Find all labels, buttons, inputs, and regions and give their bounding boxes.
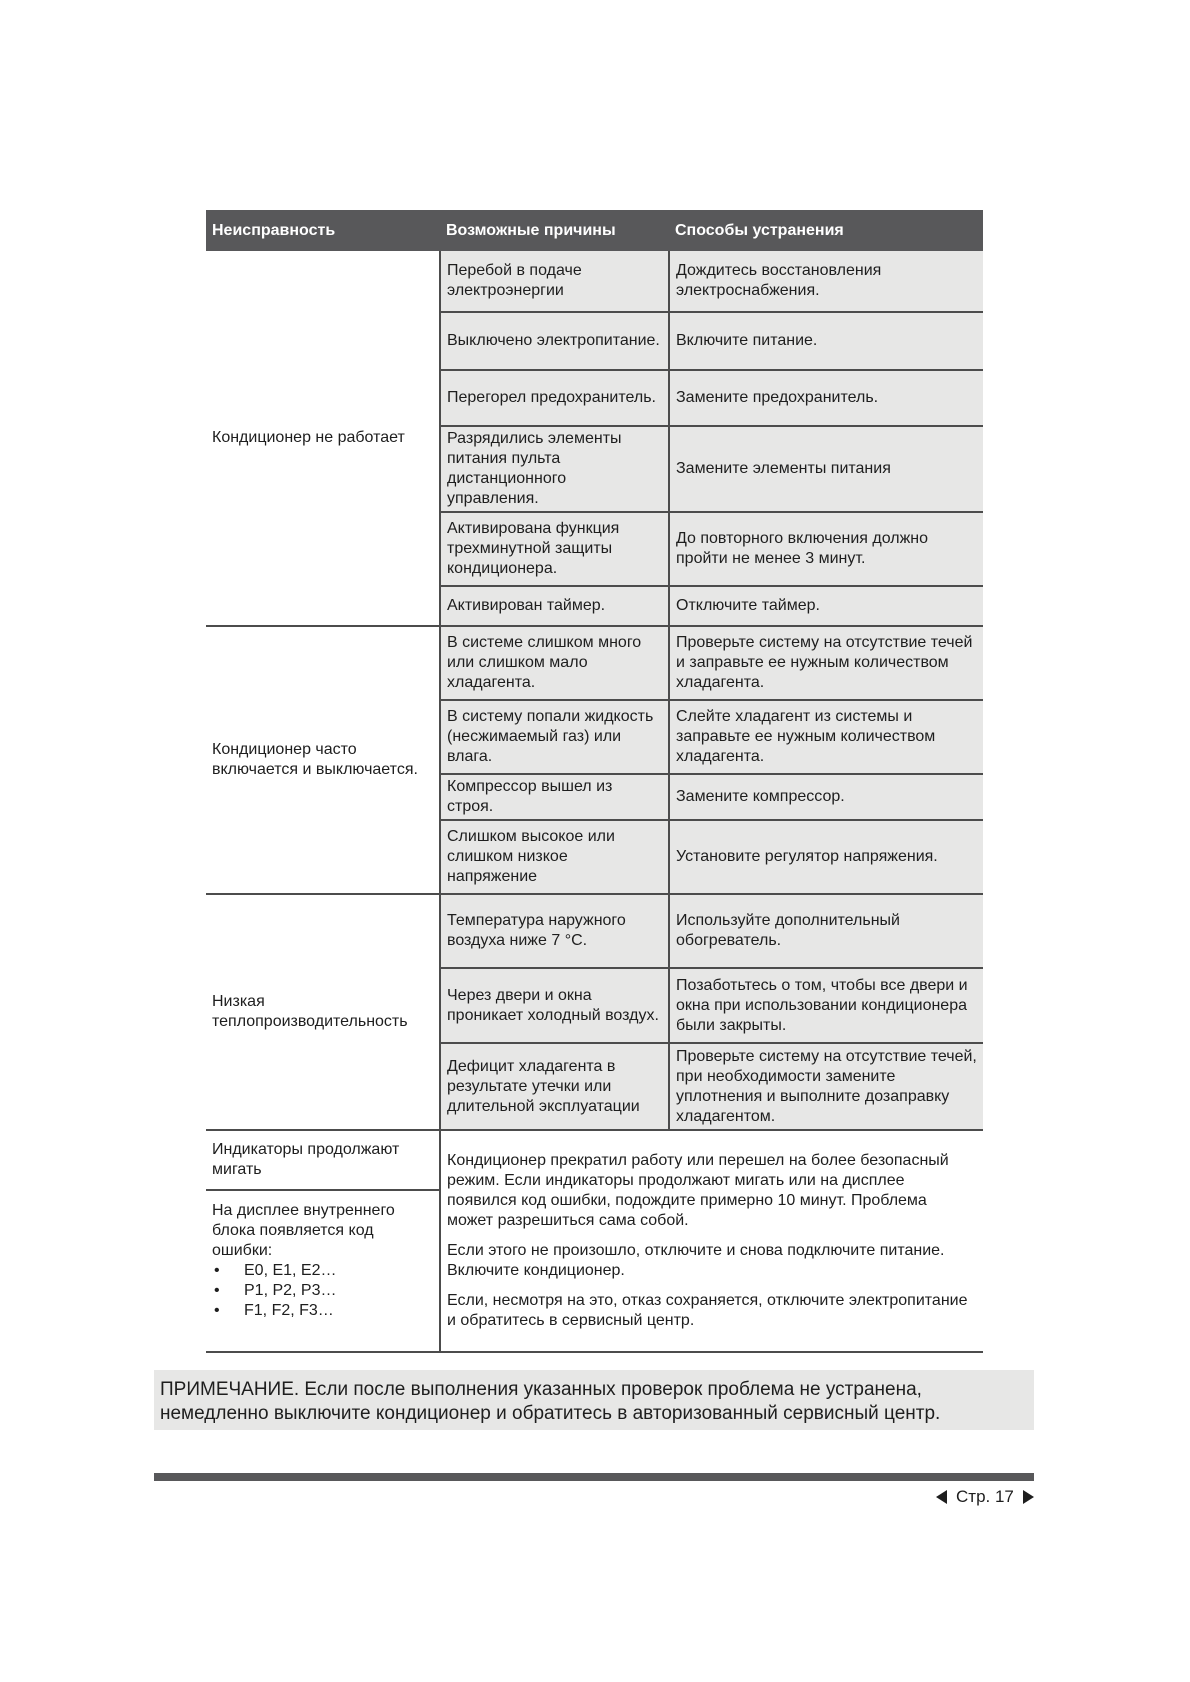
remedy-cell: Дождитесь восстановления электроснабжения. — [669, 251, 983, 312]
error-code-item: • E0, E1, E2… — [212, 1261, 433, 1281]
remedy-cell: Проверьте систему на отсутствие течей и заправьте ее нужным количеством хладагента. — [669, 626, 983, 700]
fault-cell: Низкая теплопроизводительность — [206, 894, 440, 1130]
fault-cell-indicators: Индикаторы продолжают мигать — [206, 1130, 440, 1190]
remedy-cell: Проверьте систему на отсутствие течей, при необходимости замените уплотнения и выполните дозаправку хладагентом. — [669, 1043, 983, 1130]
table-row — [206, 251, 983, 312]
fault-cell-error-codes — [206, 1190, 440, 1352]
remedy-paragraph: Кондиционер прекратил работу или перешел на более безопасный режим. Если индикаторы продолжают мигать или на дисплее появился код ошибки, подождите примерно 10 минут. Проблема может разрешиться сама собой. — [447, 1152, 949, 1229]
table-row — [206, 894, 983, 968]
remedy-cell: Отключите таймер. — [669, 586, 983, 626]
cause-cell: Компрессор вышел из строя. — [440, 774, 669, 820]
cause-cell: Перегорел предохранитель. — [440, 370, 669, 426]
cause-cell: В системе слишком много или слишком мало хладагента. — [440, 626, 669, 700]
remedy-cell: Установите регулятор напряжения. — [669, 820, 983, 894]
remedy-cell: Позаботьтесь о том, чтобы все двери и окна при использовании кондиционера были закрыты. — [669, 968, 983, 1043]
cause-cell: Через двери и окна проникает холодный воздух. — [440, 968, 669, 1043]
merged-remedy-cell — [440, 1130, 983, 1352]
page-number: Стр. 17 — [956, 1487, 1014, 1506]
remedy-cell: Слейте хладагент из системы и заправьте ее нужным количеством хладагента. — [669, 700, 983, 774]
cause-cell: Перебой в подаче электроэнергии — [440, 251, 669, 312]
triangle-right-icon[interactable] — [1023, 1490, 1034, 1504]
remedy-paragraph: Если, несмотря на это, отказ сохраняется, отключите электропитание и обратитесь в сервисный центр. — [447, 1292, 968, 1329]
cause-cell: Разрядились элементы питания пульта дистанционного управления. — [440, 426, 669, 512]
cause-cell: Дефицит хладагента в результате утечки или длительной эксплуатации — [440, 1043, 669, 1130]
error-code-intro: На дисплее внутреннего блока появляется код ошибки: — [212, 1202, 395, 1259]
page-navigation — [936, 1487, 1034, 1507]
error-code-item: • P1, P2, P3… — [212, 1281, 433, 1301]
note-box: ПРИМЕЧАНИЕ. Если после выполнения указанных проверок проблема не устранена, немедленно выключите кондиционер и обратитесь в авторизованный сервисный центр. — [154, 1370, 1034, 1430]
fault-cell: Кондиционер часто включается и выключается. — [206, 626, 440, 894]
header-fault: Неисправность — [206, 210, 440, 251]
cause-cell: Выключено электропитание. — [440, 312, 669, 370]
cause-cell: Активирован таймер. — [440, 586, 669, 626]
error-code-item: • F1, F2, F3… — [212, 1301, 433, 1321]
table-row — [206, 1130, 983, 1190]
remedy-paragraph: Если этого не произошло, отключите и снова подключите питание. Включите кондиционер. — [447, 1242, 945, 1279]
cause-cell: Активирована функция трехминутной защиты кондиционера. — [440, 512, 669, 586]
footer-divider — [154, 1473, 1034, 1481]
header-causes: Возможные причины — [440, 210, 669, 251]
table-row — [206, 626, 983, 700]
triangle-left-icon[interactable] — [936, 1490, 947, 1504]
header-remedies: Способы устранения — [669, 210, 983, 251]
cause-cell: В систему попали жидкость (несжимаемый газ) или влага. — [440, 700, 669, 774]
cause-cell: Слишком высокое или слишком низкое напряжение — [440, 820, 669, 894]
remedy-cell: Замените компрессор. — [669, 774, 983, 820]
remedy-cell: Замените элементы питания — [669, 426, 983, 512]
remedy-cell: До повторного включения должно пройти не менее 3 минут. — [669, 512, 983, 586]
remedy-cell: Используйте дополнительный обогреватель. — [669, 894, 983, 968]
error-code-list — [212, 1261, 433, 1321]
troubleshooting-table — [206, 210, 983, 1353]
remedy-cell: Замените предохранитель. — [669, 370, 983, 426]
cause-cell: Температура наружного воздуха ниже 7 °С. — [440, 894, 669, 968]
table-header-row — [206, 210, 983, 251]
fault-cell: Кондиционер не работает — [206, 251, 440, 626]
remedy-cell: Включите питание. — [669, 312, 983, 370]
